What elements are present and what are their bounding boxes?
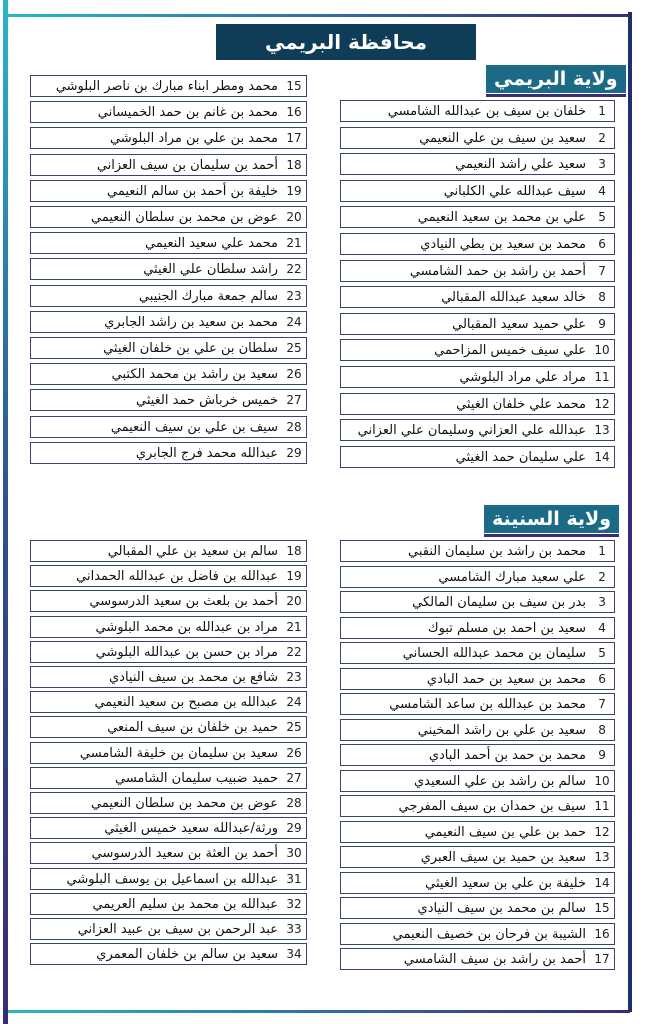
- list-item: [340, 446, 615, 468]
- list-item: [340, 180, 615, 202]
- list-item: [30, 101, 307, 123]
- item-number: 15: [281, 75, 307, 97]
- list-item: [30, 258, 307, 280]
- item-number: 11: [589, 366, 615, 388]
- item-name: عوض بن محمد بن سلطان النعيمي: [30, 792, 282, 814]
- item-number: 11: [589, 795, 615, 817]
- item-number: 21: [281, 232, 307, 254]
- item-name: عبدالله بن محمد بن سليم العريمي: [30, 893, 282, 915]
- item-name: سعيد بن علي بن راشد المخيني: [340, 719, 590, 741]
- item-name: راشد سلطان علي الغيثي: [30, 258, 282, 280]
- item-number: 3: [589, 153, 615, 175]
- list-item: [340, 591, 615, 613]
- item-number: 29: [281, 817, 307, 839]
- list-item: [340, 872, 615, 894]
- list-item: [30, 641, 307, 663]
- item-name: عبدالله محمد فرج الجابري: [30, 442, 282, 464]
- item-number: 17: [281, 127, 307, 149]
- item-number: 8: [589, 286, 615, 308]
- item-name: سليمان بن محمد عبدالله الحساني: [340, 642, 590, 664]
- item-number: 26: [281, 742, 307, 764]
- item-number: 18: [281, 154, 307, 176]
- item-name: محمد بن سعيد بن حمد البادي: [340, 668, 590, 690]
- page-frame-top: [8, 14, 630, 17]
- item-number: 20: [281, 206, 307, 228]
- list-item: [30, 918, 307, 940]
- list-item: [30, 154, 307, 176]
- item-number: 18: [281, 540, 307, 562]
- item-name: سعيد بن سيف بن علي النعيمي: [340, 127, 590, 149]
- item-name: عبد الرحمن بن سيف بن عبيد العزاني: [30, 918, 282, 940]
- item-number: 17: [589, 948, 615, 970]
- item-number: 9: [589, 313, 615, 335]
- item-name: عوض بن محمد بن سلطان النعيمي: [30, 206, 282, 228]
- item-name: محمد بن سعيد بن بطي النيادي: [340, 233, 590, 255]
- list-item: [340, 668, 615, 690]
- list-item: [340, 233, 615, 255]
- item-name: سلطان بن علي بن خلفان الغيثي: [30, 337, 282, 359]
- item-name: أحمد بن العثة بن سعيد الدرسوسي: [30, 842, 282, 864]
- item-number: 12: [589, 393, 615, 415]
- list-item: [340, 339, 615, 361]
- list-item: [30, 206, 307, 228]
- item-name: عبدالله بن مصبح بن سعيد النعيمي: [30, 691, 282, 713]
- item-number: 24: [281, 691, 307, 713]
- list-item: [30, 416, 307, 438]
- list-item: [30, 311, 307, 333]
- section-title-text: ولاية البريمي: [494, 68, 618, 90]
- list-item: [30, 716, 307, 738]
- list-item: [30, 180, 307, 202]
- section-title-text: ولاية السنينة: [492, 508, 612, 530]
- item-name: سالم بن محمد بن سيف النيادي: [340, 897, 590, 919]
- list-item: [30, 868, 307, 890]
- list-item: [340, 948, 615, 970]
- item-name: علي سعيد مبارك الشامسي: [340, 566, 590, 588]
- item-name: محمد ومطر ابناء مبارك بن ناصر البلوشي: [30, 75, 282, 97]
- item-name: خالد سعيد عبدالله المقبالي: [340, 286, 590, 308]
- item-number: 23: [281, 666, 307, 688]
- list-item: [30, 363, 307, 385]
- item-name: علي سيف خميس المزاحمي: [340, 339, 590, 361]
- list-item: [340, 366, 615, 388]
- item-number: 27: [281, 767, 307, 789]
- item-number: 14: [589, 872, 615, 894]
- item-name: علي حميد سعيد المقبالي: [340, 313, 590, 335]
- item-number: 31: [281, 868, 307, 890]
- item-name: سالم بن راشد بن علي السعيدي: [340, 770, 590, 792]
- item-number: 6: [589, 233, 615, 255]
- item-name: ورثة/عبدالله سعيد خميس الغيثي: [30, 817, 282, 839]
- item-number: 21: [281, 616, 307, 638]
- item-name: بدر بن سيف بن سليمان المالكي: [340, 591, 590, 613]
- list-item: [340, 566, 615, 588]
- item-number: 19: [281, 180, 307, 202]
- item-number: 16: [589, 923, 615, 945]
- list-item: [340, 206, 615, 228]
- item-name: حمد بن علي بن سيف النعيمي: [340, 821, 590, 843]
- list-item: [30, 792, 307, 814]
- item-name: عبدالله بن اسماعيل بن يوسف البلوشي: [30, 868, 282, 890]
- item-number: 2: [589, 566, 615, 588]
- item-name: شافع بن محمد بن سيف النيادي: [30, 666, 282, 688]
- item-number: 26: [281, 363, 307, 385]
- item-name: سعيد بن سليمان بن خليفة الشامسي: [30, 742, 282, 764]
- list-item: [30, 842, 307, 864]
- item-name: عبدالله بن فاضل بن عبدالله الحمداني: [30, 565, 282, 587]
- item-name: علي بن محمد بن سعيد النعيمي: [340, 206, 590, 228]
- item-number: 13: [589, 846, 615, 868]
- page-frame-left: [3, 0, 8, 1024]
- page-frame-bottom: [8, 1010, 630, 1013]
- list-item: [340, 393, 615, 415]
- list-item: [340, 846, 615, 868]
- list-item: [30, 232, 307, 254]
- list-item: [30, 540, 307, 562]
- page-frame-right: [628, 12, 632, 1012]
- list-item: [30, 590, 307, 612]
- item-number: 28: [281, 792, 307, 814]
- item-name: سيف بن حمدان بن سيف المفرجي: [340, 795, 590, 817]
- item-number: 22: [281, 641, 307, 663]
- item-name: محمد بن راشد بن سليمان النقبي: [340, 540, 590, 562]
- item-name: علي سليمان حمد الغيثي: [340, 446, 590, 468]
- item-number: 4: [589, 180, 615, 202]
- list-item: [340, 923, 615, 945]
- item-name: أحمد بن سليمان بن سيف العزاني: [30, 154, 282, 176]
- list-item: [340, 153, 615, 175]
- list-item: [340, 540, 615, 562]
- item-number: 34: [281, 943, 307, 965]
- item-number: 1: [589, 540, 615, 562]
- item-name: خليفة بن علي بن سعيد الغيثي: [340, 872, 590, 894]
- item-number: 25: [281, 716, 307, 738]
- item-number: 7: [589, 260, 615, 282]
- list-item: [30, 817, 307, 839]
- item-number: 10: [589, 770, 615, 792]
- item-name: عبدالله علي العزاني وسليمان علي العزاني: [340, 419, 590, 441]
- item-name: الشيبة بن فرحان بن خصيف النعيمي: [340, 923, 590, 945]
- item-name: سيف بن علي بن سيف النعيمي: [30, 416, 282, 438]
- section-title-sunaynah: [484, 505, 619, 533]
- item-name: سعيد علي راشد النعيمي: [340, 153, 590, 175]
- item-number: 13: [589, 419, 615, 441]
- list-item: [30, 666, 307, 688]
- item-number: 14: [589, 446, 615, 468]
- list-item: [30, 127, 307, 149]
- list-item: [340, 693, 615, 715]
- item-number: 27: [281, 389, 307, 411]
- item-name: سعيد بن احمد بن مسلم تبوك: [340, 617, 590, 639]
- item-name: أحمد بن راشد بن سيف الشامسي: [340, 948, 590, 970]
- item-number: 4: [589, 617, 615, 639]
- item-number: 6: [589, 668, 615, 690]
- item-number: 22: [281, 258, 307, 280]
- item-name: سيف عبدالله علي الكلباني: [340, 180, 590, 202]
- item-name: محمد بن سعيد بن راشد الجابري: [30, 311, 282, 333]
- item-name: محمد علي سعيد النعيمي: [30, 232, 282, 254]
- item-name: مراد بن عبدالله بن محمد البلوشي: [30, 616, 282, 638]
- item-number: 25: [281, 337, 307, 359]
- item-number: 29: [281, 442, 307, 464]
- item-number: 10: [589, 339, 615, 361]
- list-item: [30, 442, 307, 464]
- item-number: 28: [281, 416, 307, 438]
- section-title-accent: [484, 534, 619, 537]
- item-name: سعيد بن حميد بن سيف العبري: [340, 846, 590, 868]
- list-item: [340, 897, 615, 919]
- item-name: محمد بن عبدالله بن ساعد الشامسي: [340, 693, 590, 715]
- list-item: [340, 617, 615, 639]
- item-number: 20: [281, 590, 307, 612]
- list-item: [340, 286, 615, 308]
- item-number: 5: [589, 206, 615, 228]
- item-number: 12: [589, 821, 615, 843]
- item-number: 33: [281, 918, 307, 940]
- list-item: [340, 260, 615, 282]
- list-item: [340, 795, 615, 817]
- list-item: [30, 389, 307, 411]
- list-item: [340, 744, 615, 766]
- item-name: محمد علي خلفان الغيثي: [340, 393, 590, 415]
- item-number: 16: [281, 101, 307, 123]
- item-name: سالم بن سعيد بن علي المقبالي: [30, 540, 282, 562]
- list-item: [340, 821, 615, 843]
- item-number: 32: [281, 893, 307, 915]
- item-number: 24: [281, 311, 307, 333]
- item-number: 7: [589, 693, 615, 715]
- list-item: [340, 100, 615, 122]
- list-item: [30, 337, 307, 359]
- item-number: 5: [589, 642, 615, 664]
- item-number: 15: [589, 897, 615, 919]
- item-name: خليفة بن أحمد بن سالم النعيمي: [30, 180, 282, 202]
- item-name: خلفان بن سيف بن عبدالله الشامسي: [340, 100, 590, 122]
- list-item: [340, 770, 615, 792]
- item-name: أحمد بن راشد بن حمد الشامسي: [340, 260, 590, 282]
- item-number: 1: [589, 100, 615, 122]
- item-name: مراد علي مراد البلوشي: [340, 366, 590, 388]
- item-number: 9: [589, 744, 615, 766]
- list-item: [30, 616, 307, 638]
- list-item: [30, 767, 307, 789]
- item-name: مراد بن حسن بن عبدالله البلوشي: [30, 641, 282, 663]
- list-item: [30, 742, 307, 764]
- item-number: 3: [589, 591, 615, 613]
- list-item: [340, 313, 615, 335]
- page-title: محافظة البريمي: [216, 24, 476, 60]
- item-number: 2: [589, 127, 615, 149]
- list-item: [30, 75, 307, 97]
- item-name: سالم جمعة مبارك الجنيبي: [30, 285, 282, 307]
- section-title-accent: [486, 94, 626, 97]
- list-item: [30, 565, 307, 587]
- item-name: خميس خرباش حمد الغيثي: [30, 389, 282, 411]
- item-name: سعيد بن راشد بن محمد الكتبي: [30, 363, 282, 385]
- item-name: محمد بن علي بن مراد البلوشي: [30, 127, 282, 149]
- item-name: حميد ضبيب سليمان الشامسي: [30, 767, 282, 789]
- item-number: 23: [281, 285, 307, 307]
- item-name: محمد بن حمد بن أحمد البادي: [340, 744, 590, 766]
- section-title-buraimi: [486, 65, 626, 93]
- list-item: [30, 943, 307, 965]
- item-name: أحمد بن بلعث بن سعيد الدرسوسي: [30, 590, 282, 612]
- item-number: 30: [281, 842, 307, 864]
- list-item: [340, 642, 615, 664]
- item-number: 8: [589, 719, 615, 741]
- list-item: [340, 719, 615, 741]
- item-name: محمد بن غانم بن حمد الخميساني: [30, 101, 282, 123]
- list-item: [30, 893, 307, 915]
- list-item: [340, 127, 615, 149]
- list-item: [30, 691, 307, 713]
- item-name: سعيد بن سالم بن خلفان المعمري: [30, 943, 282, 965]
- list-item: [30, 285, 307, 307]
- list-item: [340, 419, 615, 441]
- item-number: 19: [281, 565, 307, 587]
- item-name: حميد بن خلفان بن سيف المنعي: [30, 716, 282, 738]
